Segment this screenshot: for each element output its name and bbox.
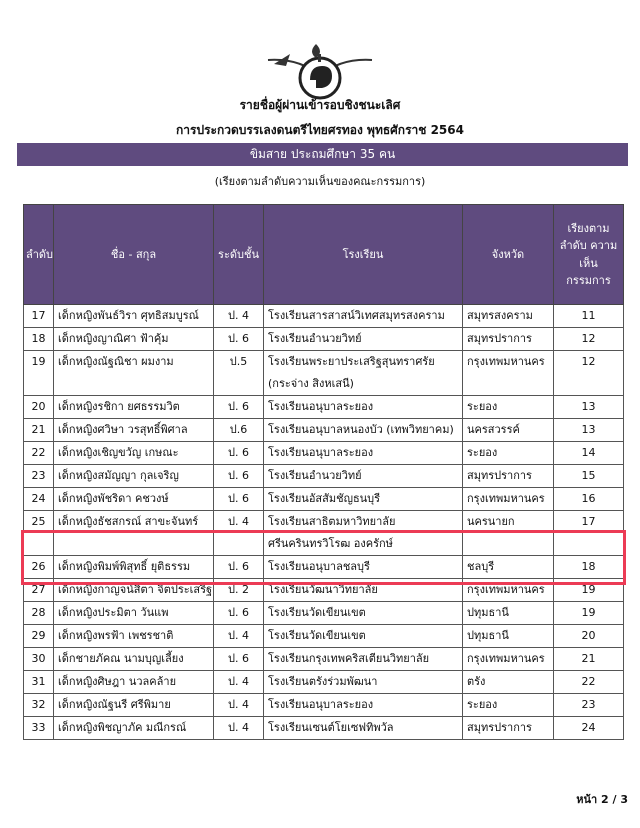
table-row	[24, 465, 624, 488]
row-number: 31	[24, 671, 54, 694]
row-number: 27	[24, 579, 54, 602]
page-number: หน้า 2 / 3	[576, 793, 628, 806]
row-number: 28	[24, 602, 54, 625]
table-row	[24, 351, 624, 396]
grade-level: ป.5	[214, 351, 264, 396]
grade-level: ป. 6	[214, 328, 264, 351]
table-row	[24, 625, 624, 648]
student-name: เด็กหญิงสมัญญา กุลเจริญ	[54, 465, 214, 488]
col-header-grade: ระดับชั้น	[214, 205, 264, 305]
committee-rank: 19	[554, 579, 624, 602]
student-name: เด็กหญิงพรฟ้า เพชรชาติ	[54, 625, 214, 648]
province-name: ระยอง	[463, 442, 554, 465]
province-name: สมุทรปราการ	[463, 717, 554, 740]
province-name: ปทุมธานี	[463, 625, 554, 648]
student-name: เด็กหญิงพิมพ์พิสุทธิ์ ยุติธรรม	[54, 556, 214, 579]
committee-rank: 13	[554, 419, 624, 442]
grade-level: ป. 6	[214, 602, 264, 625]
table-row	[24, 602, 624, 625]
table-row	[24, 717, 624, 740]
school-name: โรงเรียนอนุบาลระยอง	[264, 442, 463, 465]
row-number: 24	[24, 488, 54, 511]
province-name: ระยอง	[463, 694, 554, 717]
province-name: สมุทรสงคราม	[463, 305, 554, 328]
row-number: 17	[24, 305, 54, 328]
grade-level: ป. 6	[214, 488, 264, 511]
row-number: 18	[24, 328, 54, 351]
province-name: นครสวรรค์	[463, 419, 554, 442]
col-header-rank: เรียงตาม ลำดับ ความเห็น กรรมการ	[554, 205, 624, 305]
table-header-row	[24, 205, 624, 305]
school-name: โรงเรียนตรังร่วมพัฒนา	[264, 671, 463, 694]
grade-level: ป. 2	[214, 579, 264, 602]
committee-rank: 15	[554, 465, 624, 488]
student-name: เด็กหญิงศวิษา วรสุทธิ์พิศาล	[54, 419, 214, 442]
committee-rank: 11	[554, 305, 624, 328]
row-number: 23	[24, 465, 54, 488]
province-name: กรุงเทพมหานคร	[463, 351, 554, 396]
student-name: เด็กหญิงธัชสกรณ์ สาขะจันทร์	[54, 511, 214, 556]
row-number: 25	[24, 511, 54, 556]
province-name: สมุทรปราการ	[463, 465, 554, 488]
table-row	[24, 488, 624, 511]
committee-rank: 22	[554, 671, 624, 694]
grade-level: ป. 6	[214, 442, 264, 465]
row-number: 19	[24, 351, 54, 396]
row-number: 32	[24, 694, 54, 717]
province-name: กรุงเทพมหานคร	[463, 579, 554, 602]
grade-level: ป. 4	[214, 694, 264, 717]
province-name: กรุงเทพมหานคร	[463, 648, 554, 671]
contest-subtitle: การประกวดบรรเลงดนตรีไทยศรทอง พุทธศักราช 2564	[176, 123, 464, 137]
participants-table	[23, 204, 624, 740]
student-name: เด็กหญิงพัชริดา คชวงษ์	[54, 488, 214, 511]
school-name: โรงเรียนวัดเขียนเขต	[264, 625, 463, 648]
student-name: เด็กหญิงณัฐนรี ศรีพิมาย	[54, 694, 214, 717]
row-number: 30	[24, 648, 54, 671]
grade-level: ป. 6	[214, 465, 264, 488]
school-name: โรงเรียนสารสาสน์วิเทศสมุทรสงคราม	[264, 305, 463, 328]
table-row	[24, 648, 624, 671]
student-name: เด็กหญิงรชิกา ยศธรรมวิต	[54, 396, 214, 419]
row-number: 26	[24, 556, 54, 579]
table-row	[24, 671, 624, 694]
school-name: โรงเรียนอัสสัมชัญธนบุรี	[264, 488, 463, 511]
grade-level: ป. 4	[214, 511, 264, 556]
committee-rank: 17	[554, 511, 624, 556]
grade-level: ป. 4	[214, 305, 264, 328]
committee-rank: 21	[554, 648, 624, 671]
table-row	[24, 694, 624, 717]
school-name: โรงเรียนอำนวยวิทย์	[264, 465, 463, 488]
school-name: โรงเรียนสาธิตมหาวิทยาลัยศรีนครินทรวิโรฒ องครักษ์	[264, 511, 463, 556]
table-row	[24, 328, 624, 351]
col-header-province: จังหวัด	[463, 205, 554, 305]
student-name: เด็กหญิงศิษฎา นวลคล้าย	[54, 671, 214, 694]
highlight-box	[21, 530, 626, 585]
committee-rank: 12	[554, 351, 624, 396]
grade-level: ป. 4	[214, 717, 264, 740]
committee-rank: 13	[554, 396, 624, 419]
committee-rank: 20	[554, 625, 624, 648]
grade-level: ป.6	[214, 419, 264, 442]
student-name: เด็กหญิงณัฐณิชา ผมงาม	[54, 351, 214, 396]
school-name: โรงเรียนกรุงเทพคริสเตียนวิทยาลัย	[264, 648, 463, 671]
committee-rank: 14	[554, 442, 624, 465]
province-name: ปทุมธานี	[463, 602, 554, 625]
school-name: โรงเรียนอนุบาลหนองบัว (เทพวิทยาคม)	[264, 419, 463, 442]
grade-level: ป. 6	[214, 648, 264, 671]
school-name: โรงเรียนอนุบาลชลบุรี	[264, 556, 463, 579]
province-name: ชลบุรี	[463, 556, 554, 579]
col-header-name: ชื่อ - สกุล	[54, 205, 214, 305]
table-row	[24, 442, 624, 465]
committee-rank: 18	[554, 556, 624, 579]
school-name: โรงเรียนวัฒนาวิทยาลัย	[264, 579, 463, 602]
category-banner: ขิมสาย ประถมศึกษา 35 คน	[17, 143, 628, 166]
student-name: เด็กหญิงญาณิศา ฟ้าคุ้ม	[54, 328, 214, 351]
student-name: เด็กหญิงกาญจน์สิตา จิตประเสริฐ	[54, 579, 214, 602]
table-row	[24, 305, 624, 328]
school-name: โรงเรียนอำนวยวิทย์	[264, 328, 463, 351]
row-number: 21	[24, 419, 54, 442]
school-name: โรงเรียนวัดเขียนเขต	[264, 602, 463, 625]
student-name: เด็กหญิงพันธ์วิรา ศุทธิสมบูรณ์	[54, 305, 214, 328]
table-row	[24, 419, 624, 442]
committee-rank: 16	[554, 488, 624, 511]
province-name: นครนายก	[463, 511, 554, 556]
grade-level: ป. 6	[214, 396, 264, 419]
grade-level: ป. 4	[214, 671, 264, 694]
ordering-note: (เรียงตามลำดับความเห็นของคณะกรรมการ)	[214, 175, 426, 188]
school-name: โรงเรียนอนุบาลระยอง	[264, 396, 463, 419]
student-name: เด็กหญิงประมิตา วันแพ	[54, 602, 214, 625]
student-name: เด็กชายภัคณ นามบุญเลี้ยง	[54, 648, 214, 671]
col-header-school: โรงเรียน	[264, 205, 463, 305]
school-name: โรงเรียนอนุบาลระยอง	[264, 694, 463, 717]
student-name: เด็กหญิงพิชญาภัค มณีกรณ์	[54, 717, 214, 740]
row-number: 29	[24, 625, 54, 648]
grade-level: ป. 4	[214, 625, 264, 648]
grade-level: ป. 6	[214, 556, 264, 579]
province-name: กรุงเทพมหานคร	[463, 488, 554, 511]
table-row	[24, 396, 624, 419]
committee-rank: 12	[554, 328, 624, 351]
school-name: โรงเรียนเซนต์โยเซฟทิพวัล	[264, 717, 463, 740]
province-name: ตรัง	[463, 671, 554, 694]
col-header-order: ลำดับ	[24, 205, 54, 305]
row-number: 20	[24, 396, 54, 419]
committee-rank: 24	[554, 717, 624, 740]
student-name: เด็กหญิงเชิญขวัญ เกษณะ	[54, 442, 214, 465]
province-name: ระยอง	[463, 396, 554, 419]
province-name: สมุทรปราการ	[463, 328, 554, 351]
committee-rank: 19	[554, 602, 624, 625]
school-name: โรงเรียนพระยาประเสริฐสุนทราศรัย (กระจ่าง สิงหเสนี)	[264, 351, 463, 396]
row-number: 22	[24, 442, 54, 465]
page-title: รายชื่อผู้ผ่านเข้ารอบชิงชนะเลิศ	[239, 98, 401, 112]
row-number: 33	[24, 717, 54, 740]
committee-rank: 23	[554, 694, 624, 717]
